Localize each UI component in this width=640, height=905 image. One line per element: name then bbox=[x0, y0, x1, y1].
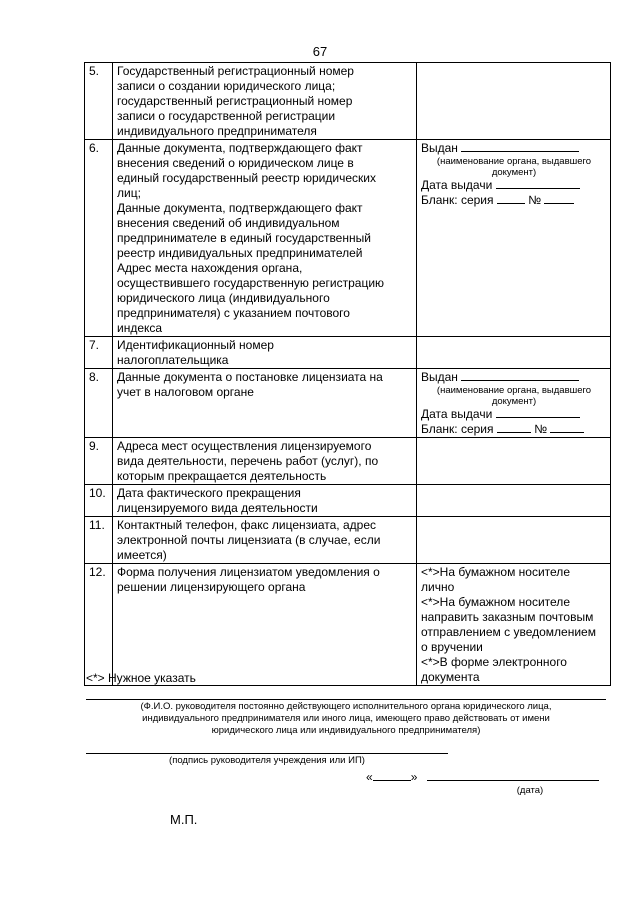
date-month-year-field[interactable] bbox=[427, 770, 599, 781]
signature-caption: (подпись руководителя учреждения или ИП) bbox=[169, 755, 365, 766]
series-number-row bbox=[421, 422, 607, 437]
label-line: индекса bbox=[117, 321, 163, 335]
date-close-quote: » bbox=[410, 770, 418, 784]
row-label bbox=[113, 63, 417, 140]
label-line: Идентификационный номер bbox=[117, 338, 274, 352]
issue-date-label: Дата выдачи bbox=[421, 407, 493, 421]
date-block bbox=[366, 770, 599, 784]
form-row-10 bbox=[85, 485, 611, 517]
label-line: записи о создании юридического лица; bbox=[117, 79, 336, 93]
series-number-row bbox=[421, 193, 607, 208]
issuer-note-line: (наименование органа, выдавшего bbox=[436, 156, 592, 167]
row-label bbox=[113, 438, 417, 485]
signature-line[interactable] bbox=[86, 753, 448, 754]
row-label bbox=[113, 337, 417, 369]
label-line: лицензируемого вида деятельности bbox=[117, 501, 318, 515]
page-number: 67 bbox=[312, 44, 328, 59]
form-row-11 bbox=[85, 517, 611, 564]
row-number: 7. bbox=[85, 337, 113, 369]
receipt-option-line[interactable]: отправлением с уведомлением bbox=[421, 625, 596, 639]
receipt-option-line[interactable]: лично bbox=[421, 580, 455, 594]
label-line: электронной почты лицензиата (в случае, если bbox=[117, 533, 381, 547]
issue-date-field[interactable] bbox=[496, 407, 580, 418]
row-value-cell[interactable] bbox=[417, 63, 611, 140]
label-line: единый государственный реестр юридических bbox=[117, 171, 376, 185]
form-row-9 bbox=[85, 438, 611, 485]
receipt-option-line[interactable]: о вручении bbox=[421, 640, 483, 654]
name-signature-line[interactable] bbox=[86, 699, 606, 700]
label-line: внесения сведений об индивидуальном bbox=[117, 216, 340, 230]
caption-line: (Ф.И.О. руководителя постоянно действующего исполнительного органа юридического лица, bbox=[140, 701, 552, 712]
issued-by-label: Выдан bbox=[421, 141, 458, 155]
form-row-5 bbox=[85, 63, 611, 140]
label-line: имеется) bbox=[117, 548, 167, 562]
document-details-cell bbox=[417, 369, 611, 438]
label-line: государственный регистрационный номер bbox=[117, 94, 353, 108]
number-field[interactable] bbox=[550, 422, 584, 433]
row-value-cell[interactable] bbox=[417, 485, 611, 517]
form-row-6 bbox=[85, 140, 611, 337]
label-line: индивидуального предпринимателя bbox=[117, 124, 317, 138]
series-field[interactable] bbox=[497, 193, 525, 204]
row-label bbox=[113, 485, 417, 517]
label-line: реестр индивидуальных предпринимателей bbox=[117, 246, 363, 260]
series-field[interactable] bbox=[497, 422, 531, 433]
issued-by-field[interactable] bbox=[461, 141, 579, 152]
caption-line: индивидуального предпринимателя или иного лица, имеющего право действовать от имени bbox=[142, 713, 550, 724]
row-number: 9. bbox=[85, 438, 113, 485]
label-line: Контактный телефон, факс лицензиата, адрес bbox=[117, 518, 377, 532]
label-line: Данные документа, подтверждающего факт bbox=[117, 141, 363, 155]
label-line: налогоплательщика bbox=[117, 353, 229, 367]
label-line: которым прекращается деятельность bbox=[117, 469, 327, 483]
label-line: лиц; bbox=[117, 186, 141, 200]
issuer-note-line: (наименование органа, выдавшего bbox=[436, 385, 592, 396]
form-row-8 bbox=[85, 369, 611, 438]
issue-date-field[interactable] bbox=[496, 178, 580, 189]
label-line: Форма получения лицензиатом уведомления о bbox=[117, 565, 380, 579]
row-value-cell[interactable] bbox=[417, 438, 611, 485]
label-line: Государственный регистрационный номер bbox=[117, 64, 354, 78]
name-caption bbox=[86, 701, 606, 737]
row-value-cell[interactable] bbox=[417, 337, 611, 369]
issue-date-row bbox=[421, 178, 607, 193]
label-line: предпринимателе в единый государственный bbox=[117, 231, 371, 245]
label-line: осуществившего государственную регистрацию bbox=[117, 276, 385, 290]
label-line: Данные документа о постановке лицензиата на bbox=[117, 370, 383, 384]
number-sign-label: № bbox=[528, 193, 542, 207]
number-field[interactable] bbox=[544, 193, 574, 204]
row-number: 11. bbox=[85, 517, 113, 564]
row-number: 5. bbox=[85, 63, 113, 140]
issuer-note-line: документ) bbox=[491, 396, 537, 407]
receipt-options-cell bbox=[417, 564, 611, 686]
label-line: Данные документа, подтверждающего факт bbox=[117, 201, 363, 215]
footnote: <*> Нужное указать bbox=[86, 671, 196, 685]
label-line: внесения сведений о юридическом лице в bbox=[117, 156, 354, 170]
document-details-cell bbox=[417, 140, 611, 337]
label-line: юридического лица (индивидуального bbox=[117, 291, 330, 305]
receipt-option-line[interactable]: <*>На бумажном носителе bbox=[421, 565, 570, 579]
row-number: 10. bbox=[85, 485, 113, 517]
label-line: Адреса мест осуществления лицензируемого bbox=[117, 439, 372, 453]
date-caption: (дата) bbox=[516, 785, 544, 796]
row-label bbox=[113, 369, 417, 438]
form-row-12 bbox=[85, 564, 611, 686]
issue-date-row bbox=[421, 407, 607, 422]
label-line: записи о государственной регистрации bbox=[117, 109, 336, 123]
issue-date-label: Дата выдачи bbox=[421, 178, 493, 192]
series-label: Бланк: серия bbox=[421, 193, 494, 207]
receipt-option-line[interactable]: направить заказным почтовым bbox=[421, 610, 594, 624]
number-sign-label: № bbox=[534, 422, 548, 436]
label-line: вида деятельности, перечень работ (услуг), по bbox=[117, 454, 379, 468]
label-line: учет в налоговом органе bbox=[117, 385, 254, 399]
receipt-option-line[interactable]: документа bbox=[421, 670, 480, 684]
issuer-note-line: документ) bbox=[491, 167, 537, 178]
form-row-7 bbox=[85, 337, 611, 369]
date-open-quote: « bbox=[366, 770, 373, 784]
stamp-placeholder: М.П. bbox=[170, 812, 198, 827]
receipt-option-line[interactable]: <*>На бумажном носителе bbox=[421, 595, 570, 609]
date-day-field[interactable] bbox=[373, 770, 411, 781]
label-line: решении лицензирующего органа bbox=[117, 580, 306, 594]
label-line: предпринимателя) с указанием почтового bbox=[117, 306, 350, 320]
label-line: Адрес места нахождения органа, bbox=[117, 261, 303, 275]
notification-form-table bbox=[84, 62, 611, 686]
issued-by-label: Выдан bbox=[421, 370, 458, 384]
issued-by-row bbox=[421, 370, 607, 385]
label-line: Дата фактического прекращения bbox=[117, 486, 301, 500]
row-number: 6. bbox=[85, 140, 113, 337]
issued-by-field[interactable] bbox=[461, 370, 579, 381]
row-number: 8. bbox=[85, 369, 113, 438]
row-label bbox=[113, 517, 417, 564]
row-label bbox=[113, 140, 417, 337]
row-number: 12. bbox=[85, 564, 113, 686]
row-label bbox=[113, 564, 417, 686]
series-label: Бланк: серия bbox=[421, 422, 494, 436]
issued-by-row bbox=[421, 141, 607, 156]
receipt-option-line[interactable]: <*>В форме электронного bbox=[421, 655, 567, 669]
row-value-cell[interactable] bbox=[417, 517, 611, 564]
caption-line: юридического лица или индивидуального предпринимателя) bbox=[211, 725, 481, 736]
